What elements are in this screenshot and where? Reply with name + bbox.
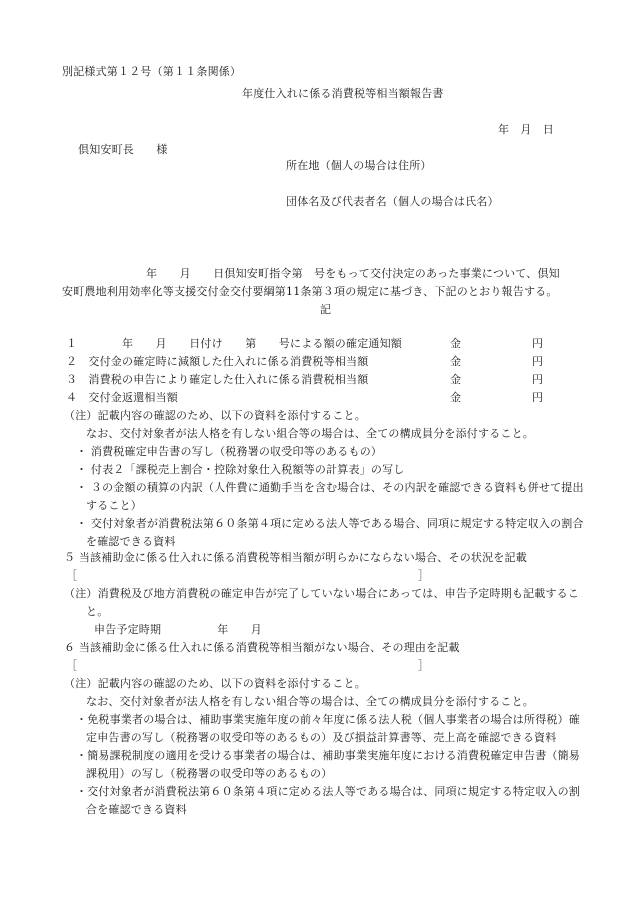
note-1-bullet-3-cont: すること） [86,499,142,512]
section-5-note-b: と。 [86,605,109,618]
item-2-label: ２ 交付金の確定時に減額した仕入れに係る消費税等相当額 [66,355,369,368]
item-2-kin: 金 [450,355,461,368]
section-5-bracket-open: ［ [66,569,78,582]
note-1-bullet-4-cont: を確認できる資料 [86,535,176,548]
section-6-bullet-1-cont: 定申告書の写し（税務署の収受印等のあるもの）及び損益計算書等、売上高を確認できる資料 [86,731,557,744]
section-5-bracket-close: ］ [418,569,430,582]
note-1-bullet-2: ・ 付表２「課税売上割合・控除対象仕入税額等の計算表」の写し [76,463,405,476]
note-1-line-1: （注）記載内容の確認のため、以下の資料を添付すること。 [64,409,366,422]
item-4-yen: 円 [532,391,543,404]
item-1-yen: 円 [532,337,543,350]
addressee: 倶知安町長 様 [78,143,168,156]
section-6-bracket-close: ］ [418,659,430,672]
note-1-bullet-4: ・ 交付対象者が消費税法第６０条第４項に定める法人等である場合、同項に規定する特定収入の割合 [76,517,584,530]
section-6-note-b: なお、交付対象者が法人格を有しない組合等の場合は、全ての構成員分を添付すること。 [86,695,534,708]
section-6-bullet-2-cont: 課税用）の写し（税務署の収受印等のあるもの） [86,767,333,780]
item-4-label: ４ 交付金返還相当額 [66,391,178,404]
section-6-bullet-2: ・簡易課税制度の適用を受ける事業者の場合は、補助事業実施年度における消費税確定申告書（簡易 [76,749,580,762]
document-title: 年度仕入れに係る消費税等相当額報告書 [242,87,444,100]
intro-line-2: 安町農地利用効率化等支援交付金交付要綱第11条第３項の規定に基づき、下記のとおり報告する。 [62,285,558,298]
item-4-kin: 金 [450,391,461,404]
section-6-bullet-3: ・交付対象者が消費税法第６０条第４項に定める法人等である場合は、同項に規定する特定収入の割 [76,785,580,798]
section-6-bullet-1: ・免税事業者の場合は、補助事業実施年度の前々年度に係る法人税（個人事業者の場合は所得税）確 [76,713,580,726]
section-6-heading: ６ 当該補助金に係る仕入れに係る消費税等相当額がない場合、その理由を記載 [64,641,460,654]
item-1-label: １ 年 月 日付け 第 号による額の確定通知額 [66,337,402,350]
note-1-bullet-3: ・ ３の金額の積算の内訳（人件費に通勤手当を含む場合は、その内訳を確認できる資料も併せて提出 [76,481,584,494]
address-label: 所在地（個人の場合は住所） [286,159,432,172]
section-6-bullet-3-cont: 合を確認できる資料 [86,803,187,816]
item-3-kin: 金 [450,373,461,386]
filing-schedule: 申告予定時期 年 月 [94,623,262,636]
intro-line-1: 年 月 日倶知安町指令第 号をもって交付決定のあった事業について、倶知 [146,267,560,280]
section-6-note-a: （注）記載内容の確認のため、以下の資料を添付すること。 [64,677,366,690]
section-6-bracket-open: ［ [66,659,78,672]
ki-label: 記 [320,303,332,316]
report-date: 年 月 日 [498,123,554,136]
name-label: 団体名及び代表者名（個人の場合は氏名） [286,195,499,208]
form-number: 別記様式第１２号（第１１条関係） [62,65,242,78]
item-1-kin: 金 [450,337,461,350]
section-5-note-a: （注）消費税及び地方消費税の確定申告が完了していない場合にあっては、申告予定時期も記載するこ [64,587,580,600]
note-1-line-2: なお、交付対象者が法人格を有しない組合等の場合は、全ての構成員分を添付すること。 [86,427,534,440]
item-2-yen: 円 [532,355,543,368]
item-3-yen: 円 [532,373,543,386]
note-1-bullet-1: ・ 消費税確定申告書の写し（税務署の収受印等のあるもの） [76,445,383,458]
item-3-label: ３ 消費税の申告により確定した仕入れに係る消費税相当額 [66,373,369,386]
section-5-heading: ５ 当該補助金に係る仕入れに係る消費税等相当額が明らかにならない場合、その状況を記載 [64,551,527,564]
